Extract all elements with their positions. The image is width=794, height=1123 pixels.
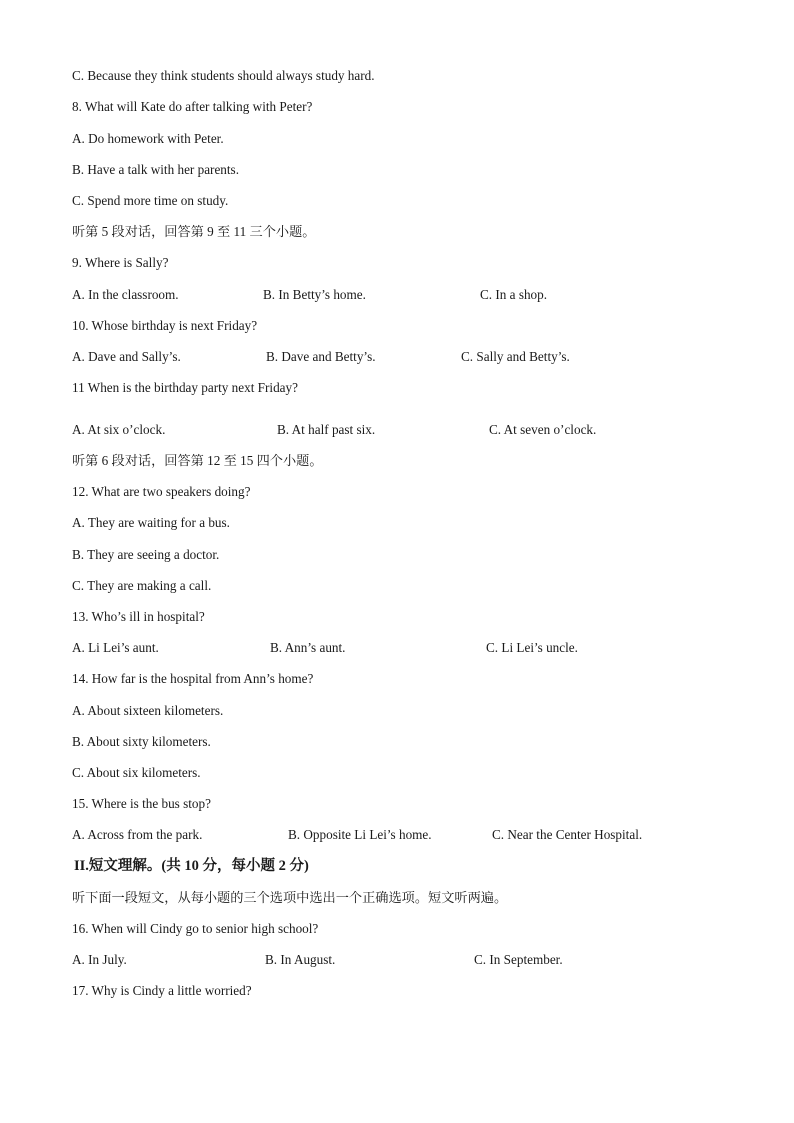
q13-option-c: C. Li Lei’s uncle. <box>486 640 578 655</box>
q9-option-c: C. In a shop. <box>480 287 548 302</box>
question-16: 16. When will Cindy go to senior high school? <box>72 921 319 936</box>
question-15: 15. Where is the bus stop? <box>72 796 211 811</box>
question-10: 10. Whose birthday is next Friday? <box>72 318 258 333</box>
q11-option-c: C. At seven o’clock. <box>489 422 597 437</box>
q16-options <box>72 952 722 968</box>
q10-option-b: B. Dave and Betty’s. <box>266 349 376 364</box>
q14-option-a: A. About sixteen kilometers. <box>72 703 224 718</box>
q15-options <box>72 827 722 843</box>
q13-options <box>72 640 722 656</box>
q10-options <box>72 349 722 365</box>
q11-options <box>72 422 722 438</box>
q15-option-c: C. Near the Center Hospital. <box>492 827 643 842</box>
q16-option-b: B. In August. <box>265 952 336 967</box>
q14-option-c: C. About six kilometers. <box>72 765 201 780</box>
q10-option-c: C. Sally and Betty’s. <box>461 349 570 364</box>
question-11: 11 When is the birthday party next Friday? <box>72 380 298 395</box>
q13-option-a: A. Li Lei’s aunt. <box>72 640 159 655</box>
q12-option-b: B. They are seeing a doctor. <box>72 547 220 562</box>
question-14: 14. How far is the hospital from Ann’s home? <box>72 671 314 686</box>
q14-option-b: B. About sixty kilometers. <box>72 734 211 749</box>
q16-option-c: C. In September. <box>474 952 563 967</box>
section-2-instruction: 听下面一段短文，从每小题的三个选项中选出一个正确选项。短文听两遍。 <box>72 890 508 905</box>
dialogue-6-instruction: 听第 6 段对话，回答第 12 至 15 四个小题。 <box>72 453 323 468</box>
q16-option-a: A. In July. <box>72 952 127 967</box>
q10-option-a: A. Dave and Sally’s. <box>72 349 181 364</box>
q8-option-a: A. Do homework with Peter. <box>72 131 224 146</box>
question-17: 17. Why is Cindy a little worried? <box>72 983 252 998</box>
section-2-heading: II.短文理解。(共 10 分，每小题 2 分) <box>74 858 309 874</box>
q12-option-c: C. They are making a call. <box>72 578 212 593</box>
question-13: 13. Who’s ill in hospital? <box>72 609 205 624</box>
question-8: 8. What will Kate do after talking with Peter? <box>72 99 313 114</box>
question-9: 9. Where is Sally? <box>72 255 169 270</box>
dialogue-5-instruction: 听第 5 段对话，回答第 9 至 11 三个小题。 <box>72 224 316 239</box>
q9-option-a: A. In the classroom. <box>72 287 179 302</box>
q8-option-b: B. Have a talk with her parents. <box>72 162 239 177</box>
q9-options <box>72 287 722 303</box>
q8-option-c: C. Spend more time on study. <box>72 193 229 208</box>
q15-option-a: A. Across from the park. <box>72 827 203 842</box>
q9-option-b: B. In Betty’s home. <box>263 287 366 302</box>
q13-option-b: B. Ann’s aunt. <box>270 640 346 655</box>
question-12: 12. What are two speakers doing? <box>72 484 251 499</box>
q11-option-b: B. At half past six. <box>277 422 376 437</box>
q15-option-b: B. Opposite Li Lei’s home. <box>288 827 432 842</box>
q11-option-a: A. At six o’clock. <box>72 422 166 437</box>
q12-option-a: A. They are waiting for a bus. <box>72 515 230 530</box>
q7-option-c: C. Because they think students should always study hard. <box>72 68 375 83</box>
